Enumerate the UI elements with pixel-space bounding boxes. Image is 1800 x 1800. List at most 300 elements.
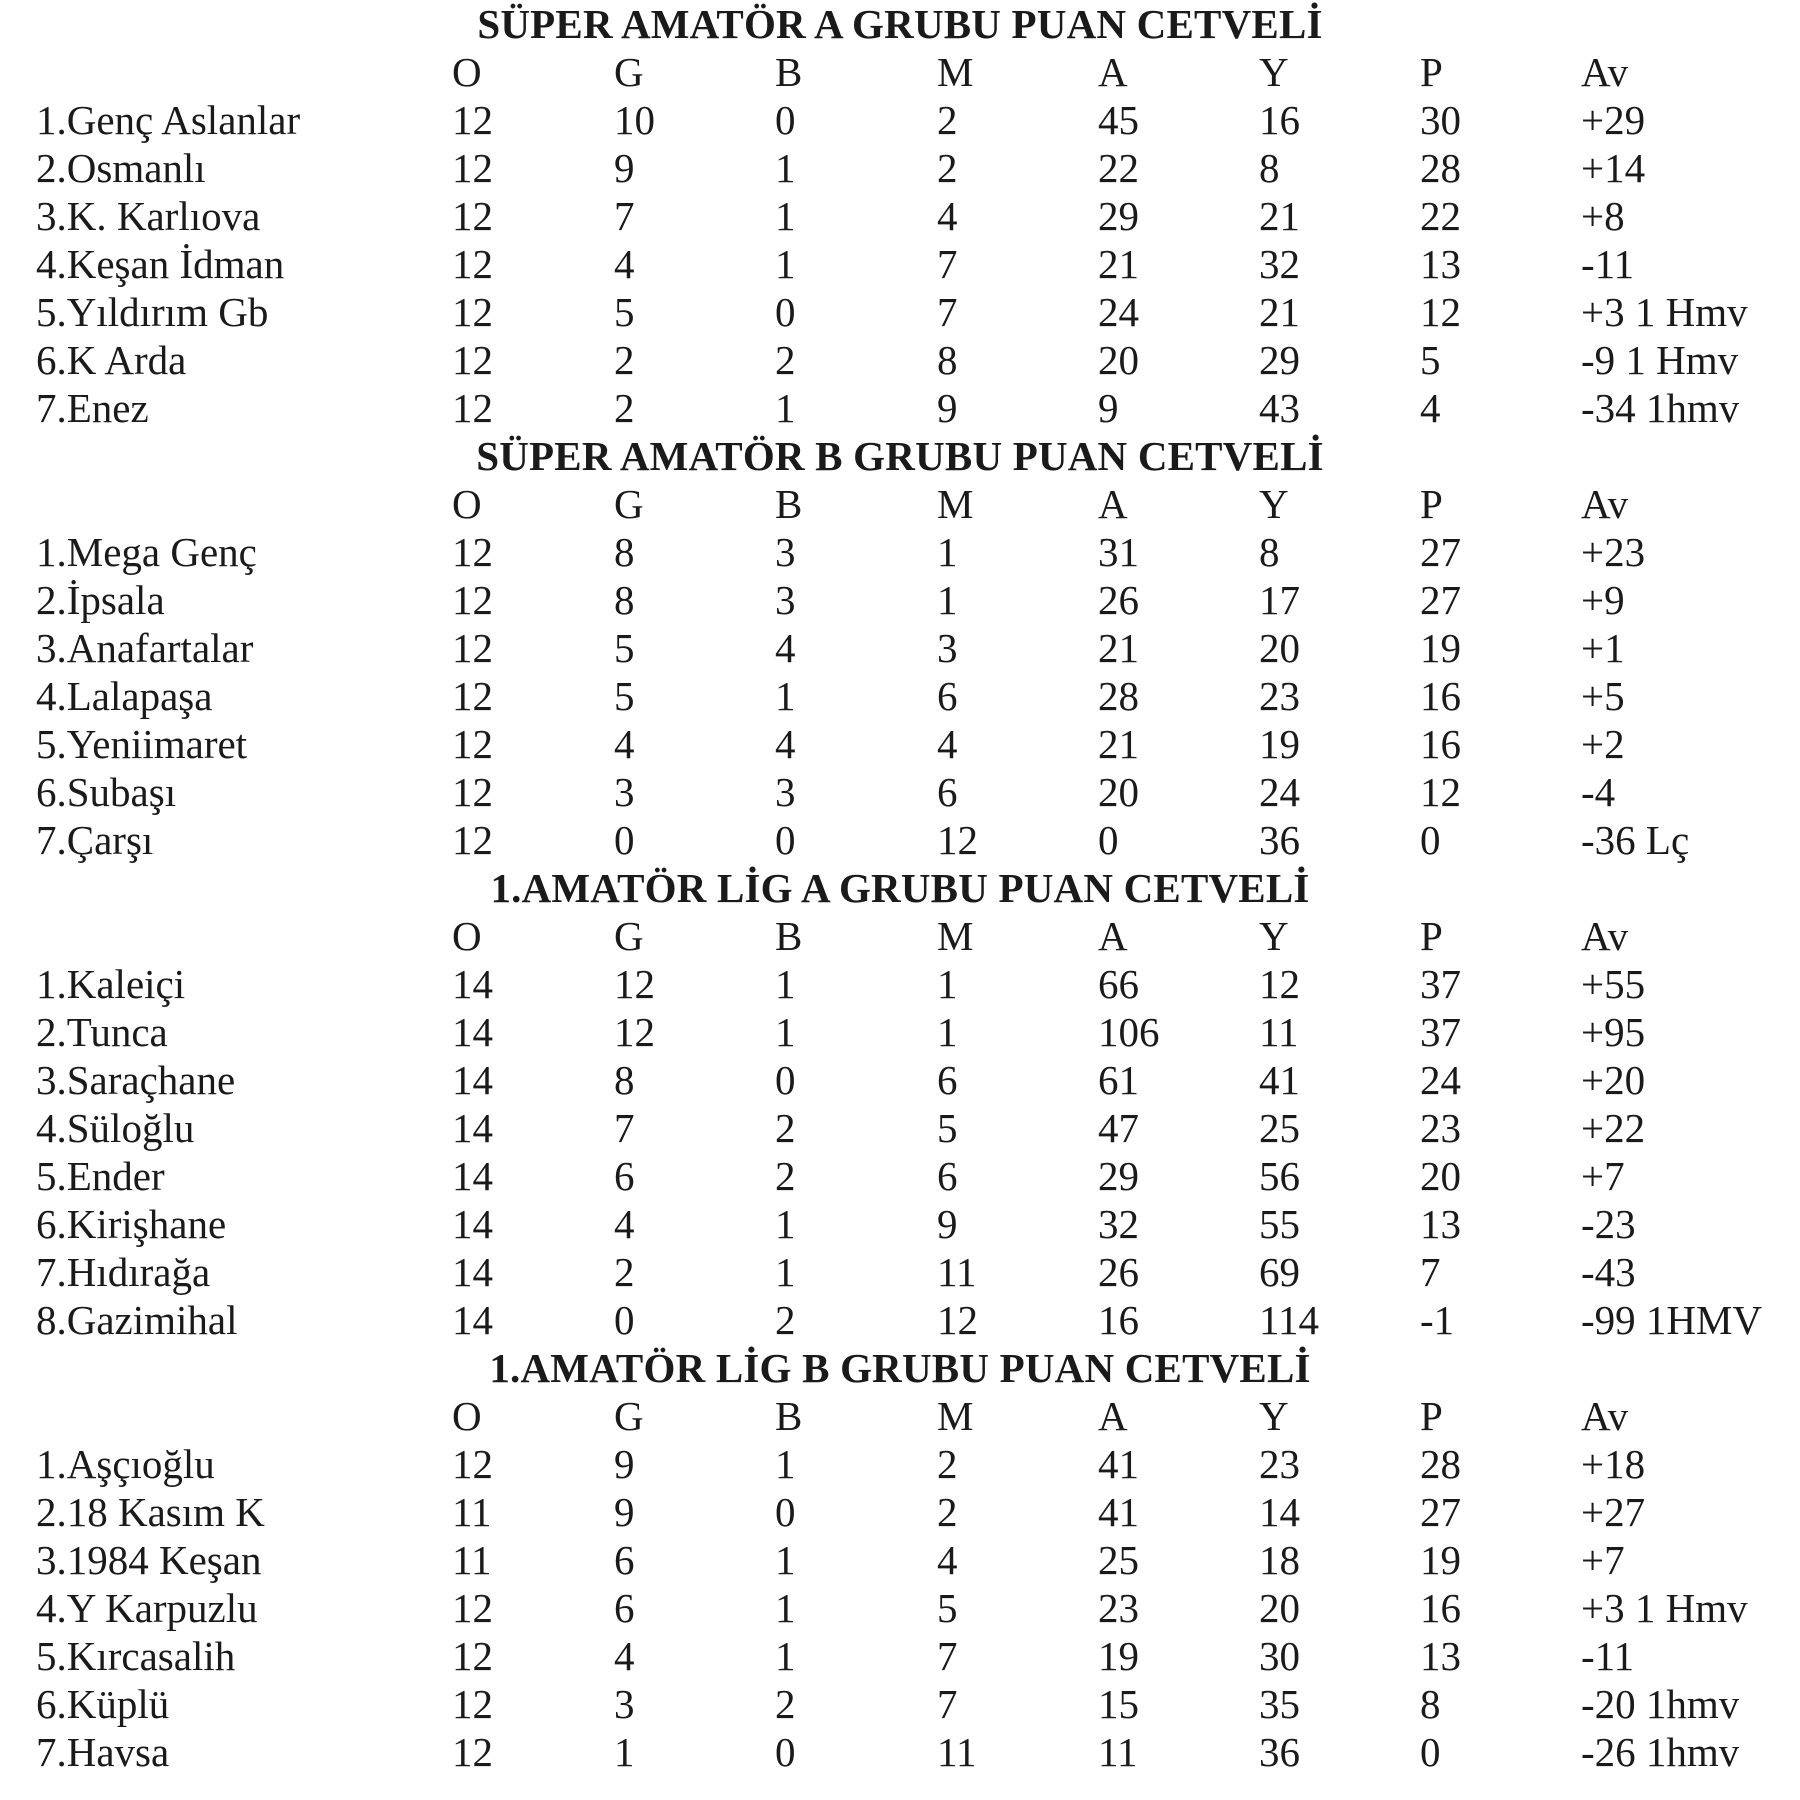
column-header: Y xyxy=(1259,1393,1289,1439)
column-header: O xyxy=(452,1393,482,1439)
team-name: 3.Anafartalar xyxy=(36,625,254,671)
stat-cell: 14 xyxy=(452,1249,493,1295)
stat-cell: 3 xyxy=(614,769,635,815)
table-row xyxy=(0,1488,1800,1536)
stat-cell: 12 xyxy=(452,145,493,191)
stat-cell: 12 xyxy=(614,961,655,1007)
stat-cell: +55 xyxy=(1581,961,1646,1007)
stat-cell: 30 xyxy=(1259,1633,1300,1679)
stat-cell: 25 xyxy=(1098,1537,1139,1583)
stat-cell: 1 xyxy=(775,145,796,191)
column-header: B xyxy=(775,1393,803,1439)
stat-cell: -26 1hmv xyxy=(1581,1729,1740,1775)
stat-cell: 36 xyxy=(1259,1729,1300,1775)
column-header: G xyxy=(614,49,644,95)
stat-cell: 41 xyxy=(1098,1489,1139,1535)
stat-cell: 12 xyxy=(614,1009,655,1055)
team-name: 1.Genç Aslanlar xyxy=(36,97,301,143)
stat-cell: 12 xyxy=(937,817,978,863)
stat-cell: 20 xyxy=(1259,625,1300,671)
stat-cell: 7 xyxy=(614,193,635,239)
team-name: 6.K Arda xyxy=(36,337,187,383)
stat-cell: 8 xyxy=(937,337,958,383)
stat-cell: 25 xyxy=(1259,1105,1300,1151)
stat-cell: 12 xyxy=(452,289,493,335)
stat-cell: 4 xyxy=(614,1633,635,1679)
stat-cell: 4 xyxy=(614,721,635,767)
stat-cell: 12 xyxy=(452,577,493,623)
stat-cell: 2 xyxy=(937,1441,958,1487)
stat-cell: 16 xyxy=(1259,97,1300,143)
stat-cell: 114 xyxy=(1259,1297,1319,1343)
stat-cell: 23 xyxy=(1098,1585,1139,1631)
table-row xyxy=(0,672,1800,720)
stat-cell: 11 xyxy=(1259,1009,1299,1055)
stat-cell: 29 xyxy=(1259,337,1300,383)
table-title: 1.AMATÖR LİG B GRUBU PUAN CETVELİ xyxy=(489,1345,1311,1391)
stat-cell: 26 xyxy=(1098,1249,1139,1295)
team-name: 3.K. Karlıova xyxy=(36,193,261,239)
stat-cell: 11 xyxy=(452,1537,492,1583)
stat-cell: +14 xyxy=(1581,145,1646,191)
stat-cell: 12 xyxy=(452,529,493,575)
stat-cell: 29 xyxy=(1098,1153,1139,1199)
stat-cell: 18 xyxy=(1259,1537,1300,1583)
table-row xyxy=(0,144,1800,192)
stat-cell: 47 xyxy=(1098,1105,1139,1151)
stat-cell: 1 xyxy=(775,1201,796,1247)
stat-cell: 12 xyxy=(452,241,493,287)
stat-cell: 3 xyxy=(775,529,796,575)
table-row xyxy=(0,1680,1800,1728)
stat-cell: 56 xyxy=(1259,1153,1300,1199)
stat-cell: 27 xyxy=(1420,577,1461,623)
stat-cell: 9 xyxy=(1098,385,1119,431)
stat-cell: -20 1hmv xyxy=(1581,1681,1740,1727)
stat-cell: 12 xyxy=(1259,961,1300,1007)
stat-cell: 12 xyxy=(452,1729,493,1775)
team-name: 4.Süloğlu xyxy=(36,1105,195,1151)
table-row xyxy=(0,528,1800,576)
stat-cell: 4 xyxy=(937,193,958,239)
stat-cell: 3 xyxy=(775,577,796,623)
stat-cell: 0 xyxy=(775,1729,796,1775)
stat-cell: 3 xyxy=(775,769,796,815)
stat-cell: 28 xyxy=(1420,145,1461,191)
stat-cell: 43 xyxy=(1259,385,1300,431)
stat-cell: 14 xyxy=(452,1201,493,1247)
stat-cell: 11 xyxy=(452,1489,492,1535)
stat-cell: 21 xyxy=(1098,625,1139,671)
stat-cell: 69 xyxy=(1259,1249,1300,1295)
stat-cell: -43 xyxy=(1581,1249,1636,1295)
team-name: 5.Yeniimaret xyxy=(36,721,248,767)
table-row xyxy=(0,192,1800,240)
table-row xyxy=(0,1248,1800,1296)
stat-cell: 12 xyxy=(452,769,493,815)
stat-cell: 12 xyxy=(452,1585,493,1631)
stat-cell: 10 xyxy=(614,97,655,143)
stat-cell: 4 xyxy=(775,625,796,671)
stat-cell: -9 1 Hmv xyxy=(1581,337,1739,383)
stat-cell: 5 xyxy=(614,673,635,719)
table-row xyxy=(0,1056,1800,1104)
table-row xyxy=(0,1728,1800,1776)
stat-cell: 16 xyxy=(1098,1297,1139,1343)
stat-cell: 2 xyxy=(937,1489,958,1535)
table-row xyxy=(0,1296,1800,1344)
stat-cell: 12 xyxy=(452,1441,493,1487)
stat-cell: 14 xyxy=(1259,1489,1300,1535)
team-name: 2.18 Kasım K xyxy=(36,1489,265,1535)
stat-cell: 1 xyxy=(775,1009,796,1055)
stat-cell: 16 xyxy=(1420,721,1461,767)
stat-cell: 0 xyxy=(775,817,796,863)
column-header: B xyxy=(775,49,803,95)
column-header: O xyxy=(452,913,482,959)
stat-cell: 6 xyxy=(614,1153,635,1199)
stat-cell: 5 xyxy=(937,1105,958,1151)
stat-cell: 61 xyxy=(1098,1057,1139,1103)
stat-cell: 20 xyxy=(1420,1153,1461,1199)
team-name: 7.Enez xyxy=(36,385,149,431)
stat-cell: 0 xyxy=(775,97,796,143)
stat-cell: 6 xyxy=(937,1057,958,1103)
stat-cell: 1 xyxy=(614,1729,635,1775)
stat-cell: 12 xyxy=(452,97,493,143)
stat-cell: -23 xyxy=(1581,1201,1636,1247)
stat-cell: +5 xyxy=(1581,673,1625,719)
table-row xyxy=(0,576,1800,624)
stat-cell: 8 xyxy=(614,577,635,623)
stat-cell: 2 xyxy=(937,97,958,143)
team-name: 2.İpsala xyxy=(36,577,165,623)
stat-cell: 23 xyxy=(1259,673,1300,719)
column-header: G xyxy=(614,481,644,527)
stat-cell: +7 xyxy=(1581,1153,1625,1199)
stat-cell: 12 xyxy=(452,385,493,431)
stat-cell: 13 xyxy=(1420,1633,1461,1679)
stat-cell: 1 xyxy=(775,193,796,239)
team-name: 3.1984 Keşan xyxy=(36,1537,262,1583)
stat-cell: 5 xyxy=(614,289,635,335)
stat-cell: 1 xyxy=(775,1633,796,1679)
column-header: Y xyxy=(1259,49,1289,95)
table-header-row xyxy=(0,480,1800,528)
table-row xyxy=(0,1008,1800,1056)
stat-cell: 23 xyxy=(1259,1441,1300,1487)
team-name: 2.Tunca xyxy=(36,1009,168,1055)
stat-cell: 1 xyxy=(775,241,796,287)
stat-cell: 12 xyxy=(937,1297,978,1343)
stat-cell: 1 xyxy=(937,577,958,623)
table-row xyxy=(0,1152,1800,1200)
stat-cell: 13 xyxy=(1420,241,1461,287)
stat-cell: 20 xyxy=(1259,1585,1300,1631)
column-header: Av xyxy=(1581,1393,1629,1439)
stat-cell: 12 xyxy=(452,721,493,767)
table-header-row xyxy=(0,48,1800,96)
table-row xyxy=(0,1584,1800,1632)
stat-cell: 27 xyxy=(1420,529,1461,575)
stat-cell: +8 xyxy=(1581,193,1625,239)
stat-cell: 41 xyxy=(1098,1441,1139,1487)
column-header: B xyxy=(775,481,803,527)
stat-cell: 9 xyxy=(614,1441,635,1487)
stat-cell: 2 xyxy=(775,1105,796,1151)
stat-cell: 8 xyxy=(1259,145,1280,191)
team-name: 7.Hıdırağa xyxy=(36,1249,211,1295)
stat-cell: 14 xyxy=(452,1105,493,1151)
stat-cell: 14 xyxy=(452,1297,493,1343)
stat-cell: 31 xyxy=(1098,529,1139,575)
column-header: G xyxy=(614,913,644,959)
team-name: 1.Mega Genç xyxy=(36,529,257,575)
stat-cell: 55 xyxy=(1259,1201,1300,1247)
stat-cell: 12 xyxy=(452,1681,493,1727)
stat-cell: 12 xyxy=(1420,289,1461,335)
stat-cell: +18 xyxy=(1581,1441,1646,1487)
column-header: P xyxy=(1420,1393,1443,1439)
column-header: A xyxy=(1098,49,1128,95)
stat-cell: -36 Lç xyxy=(1581,817,1690,863)
team-name: 4.Lalapaşa xyxy=(36,673,213,719)
stat-cell: +1 xyxy=(1581,625,1625,671)
stat-cell: 22 xyxy=(1098,145,1139,191)
stat-cell: 1 xyxy=(775,961,796,1007)
stat-cell: 19 xyxy=(1420,625,1461,671)
stat-cell: 8 xyxy=(1420,1681,1441,1727)
stat-cell: 4 xyxy=(937,721,958,767)
team-name: 6.Küplü xyxy=(36,1681,170,1727)
stat-cell: 4 xyxy=(937,1537,958,1583)
team-name: 4.Keşan İdman xyxy=(36,241,285,287)
stat-cell: 12 xyxy=(452,673,493,719)
stat-cell: 1 xyxy=(775,1537,796,1583)
stat-cell: +23 xyxy=(1581,529,1646,575)
stat-cell: 12 xyxy=(1420,769,1461,815)
stat-cell: 7 xyxy=(1420,1249,1441,1295)
stat-cell: 15 xyxy=(1098,1681,1139,1727)
column-header: M xyxy=(937,49,974,95)
table-row xyxy=(0,960,1800,1008)
column-header: A xyxy=(1098,913,1128,959)
column-header: P xyxy=(1420,49,1443,95)
stat-cell: 5 xyxy=(937,1585,958,1631)
column-header: M xyxy=(937,481,974,527)
stat-cell: 66 xyxy=(1098,961,1139,1007)
stat-cell: 16 xyxy=(1420,1585,1461,1631)
stat-cell: -1 xyxy=(1420,1297,1455,1343)
team-name: 7.Havsa xyxy=(36,1729,170,1775)
stat-cell: 41 xyxy=(1259,1057,1300,1103)
stat-cell: +95 xyxy=(1581,1009,1646,1055)
table-row xyxy=(0,336,1800,384)
stat-cell: 2 xyxy=(614,385,635,431)
stat-cell: 1 xyxy=(775,1249,796,1295)
stat-cell: 21 xyxy=(1259,289,1300,335)
stat-cell: 8 xyxy=(614,1057,635,1103)
table-row xyxy=(0,816,1800,864)
stat-cell: 4 xyxy=(1420,385,1441,431)
column-header: Y xyxy=(1259,481,1289,527)
table-title: 1.AMATÖR LİG A GRUBU PUAN CETVELİ xyxy=(490,865,1310,911)
stat-cell: 9 xyxy=(614,145,635,191)
stat-cell: 19 xyxy=(1098,1633,1139,1679)
stat-cell: +3 1 Hmv xyxy=(1581,1585,1748,1631)
stat-cell: +29 xyxy=(1581,97,1646,143)
stat-cell: 4 xyxy=(775,721,796,767)
team-name: 6.Subaşı xyxy=(36,769,177,815)
stat-cell: -4 xyxy=(1581,769,1616,815)
table-header-row xyxy=(0,1392,1800,1440)
team-name: 5.Ender xyxy=(36,1153,165,1199)
stat-cell: 3 xyxy=(614,1681,635,1727)
stat-cell: 11 xyxy=(937,1249,977,1295)
stat-cell: +22 xyxy=(1581,1105,1646,1151)
table-row xyxy=(0,624,1800,672)
stat-cell: 1 xyxy=(937,961,958,1007)
stat-cell: 28 xyxy=(1420,1441,1461,1487)
stat-cell: 23 xyxy=(1420,1105,1461,1151)
team-name: 2.Osmanlı xyxy=(36,145,206,191)
stat-cell: 32 xyxy=(1259,241,1300,287)
team-name: 8.Gazimihal xyxy=(36,1297,238,1343)
stat-cell: 2 xyxy=(775,1297,796,1343)
stat-cell: 2 xyxy=(937,145,958,191)
stat-cell: 24 xyxy=(1420,1057,1461,1103)
stat-cell: 106 xyxy=(1098,1009,1160,1055)
stat-cell: 7 xyxy=(937,1633,958,1679)
stat-cell: 1 xyxy=(775,673,796,719)
table-row xyxy=(0,1536,1800,1584)
team-name: 4.Y Karpuzlu xyxy=(36,1585,258,1631)
stat-cell: 7 xyxy=(614,1105,635,1151)
stat-cell: 9 xyxy=(614,1489,635,1535)
stat-cell: 20 xyxy=(1098,769,1139,815)
stat-cell: 12 xyxy=(452,625,493,671)
table-title: SÜPER AMATÖR B GRUBU PUAN CETVELİ xyxy=(476,433,1324,479)
stat-cell: 14 xyxy=(452,1057,493,1103)
stat-cell: 37 xyxy=(1420,1009,1461,1055)
stat-cell: 32 xyxy=(1098,1201,1139,1247)
team-name: 1.Aşçıoğlu xyxy=(36,1441,215,1487)
stat-cell: 2 xyxy=(614,1249,635,1295)
table-row xyxy=(0,1200,1800,1248)
stat-cell: 37 xyxy=(1420,961,1461,1007)
stat-cell: 16 xyxy=(1420,673,1461,719)
column-header: M xyxy=(937,913,974,959)
stat-cell: 19 xyxy=(1420,1537,1461,1583)
team-name: 3.Saraçhane xyxy=(36,1057,236,1103)
stat-cell: 9 xyxy=(937,1201,958,1247)
stat-cell: 26 xyxy=(1098,577,1139,623)
column-header: A xyxy=(1098,481,1128,527)
stat-cell: 12 xyxy=(452,1633,493,1679)
stat-cell: -11 xyxy=(1581,241,1635,287)
stat-cell: -11 xyxy=(1581,1633,1635,1679)
team-name: 5.Yıldırım Gb xyxy=(36,289,269,335)
table-row xyxy=(0,240,1800,288)
stat-cell: 24 xyxy=(1098,289,1139,335)
stat-cell: 4 xyxy=(614,1201,635,1247)
stat-cell: 2 xyxy=(775,337,796,383)
team-name: 5.Kırcasalih xyxy=(36,1633,236,1679)
stat-cell: 11 xyxy=(937,1729,977,1775)
table-row xyxy=(0,384,1800,432)
stat-cell: 29 xyxy=(1098,193,1139,239)
stat-cell: 6 xyxy=(937,1153,958,1199)
stat-cell: +20 xyxy=(1581,1057,1646,1103)
column-header: M xyxy=(937,1393,974,1439)
column-header: B xyxy=(775,913,803,959)
table-row xyxy=(0,720,1800,768)
stat-cell: 1 xyxy=(775,1585,796,1631)
stat-cell: +3 1 Hmv xyxy=(1581,289,1748,335)
stat-cell: 0 xyxy=(1420,817,1441,863)
stat-cell: 8 xyxy=(614,529,635,575)
stat-cell: 12 xyxy=(452,817,493,863)
stat-cell: 7 xyxy=(937,289,958,335)
column-header: P xyxy=(1420,481,1443,527)
stat-cell: 0 xyxy=(775,1489,796,1535)
stat-cell: 7 xyxy=(937,241,958,287)
stat-cell: 2 xyxy=(775,1153,796,1199)
table-row xyxy=(0,1440,1800,1488)
stat-cell: 0 xyxy=(614,1297,635,1343)
table-row xyxy=(0,768,1800,816)
stat-cell: 0 xyxy=(775,1057,796,1103)
stat-cell: 35 xyxy=(1259,1681,1300,1727)
stat-cell: 22 xyxy=(1420,193,1461,239)
stat-cell: 0 xyxy=(1098,817,1119,863)
table-header-row xyxy=(0,912,1800,960)
stat-cell: 1 xyxy=(937,1009,958,1055)
column-header: O xyxy=(452,49,482,95)
table-row xyxy=(0,1632,1800,1680)
stat-cell: +7 xyxy=(1581,1537,1625,1583)
stat-cell: +2 xyxy=(1581,721,1625,767)
stat-cell: 13 xyxy=(1420,1201,1461,1247)
table-row xyxy=(0,288,1800,336)
team-name: 1.Kaleiçi xyxy=(36,961,186,1007)
stat-cell: 30 xyxy=(1420,97,1461,143)
stat-cell: +27 xyxy=(1581,1489,1646,1535)
stat-cell: 12 xyxy=(452,337,493,383)
column-header: O xyxy=(452,481,482,527)
stat-cell: +9 xyxy=(1581,577,1625,623)
stat-cell: 2 xyxy=(775,1681,796,1727)
stat-cell: 21 xyxy=(1259,193,1300,239)
stat-cell: 21 xyxy=(1098,721,1139,767)
stat-cell: 4 xyxy=(614,241,635,287)
column-header: Av xyxy=(1581,49,1629,95)
stat-cell: 11 xyxy=(1098,1729,1138,1775)
stat-cell: 24 xyxy=(1259,769,1300,815)
column-header: A xyxy=(1098,1393,1128,1439)
stat-cell: 6 xyxy=(614,1585,635,1631)
stat-cell: 1 xyxy=(775,1441,796,1487)
stat-cell: 2 xyxy=(614,337,635,383)
stat-cell: 6 xyxy=(937,769,958,815)
column-header: Av xyxy=(1581,913,1629,959)
stat-cell: 12 xyxy=(452,193,493,239)
stat-cell: 21 xyxy=(1098,241,1139,287)
table-row xyxy=(0,1104,1800,1152)
stat-cell: -99 1HMV xyxy=(1581,1297,1763,1343)
stat-cell: 1 xyxy=(775,385,796,431)
stat-cell: 14 xyxy=(452,1009,493,1055)
